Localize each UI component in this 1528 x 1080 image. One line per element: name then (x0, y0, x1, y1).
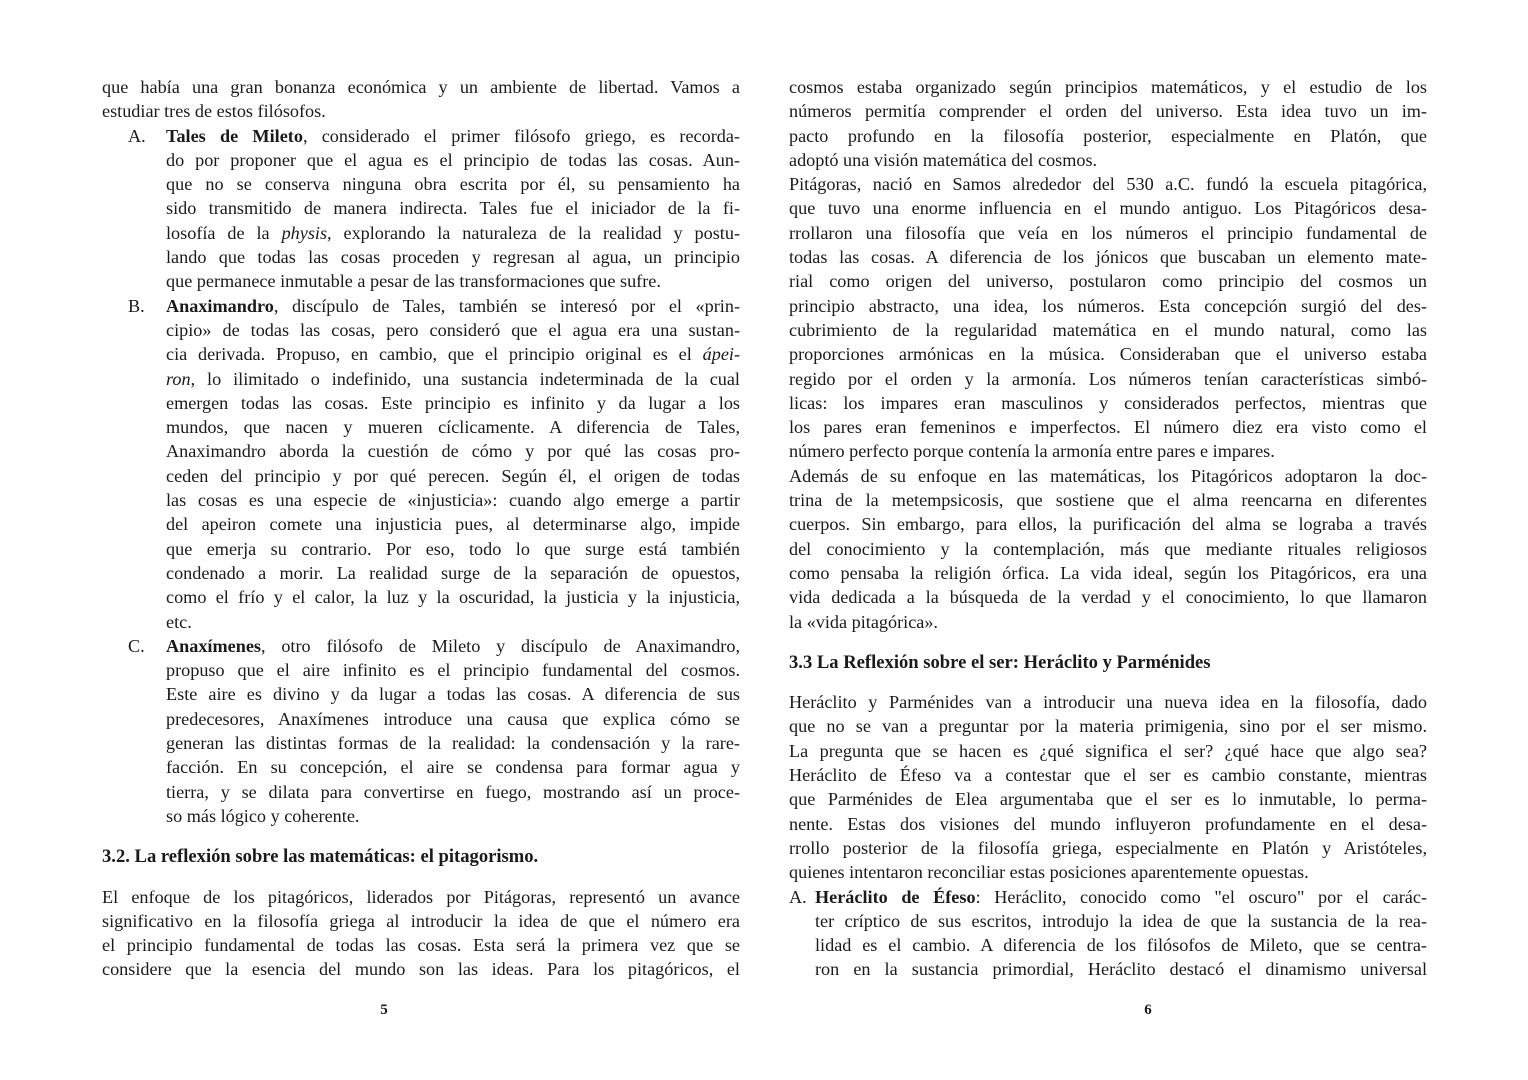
text-span: cubrimiento de la regularidad matemática en el mundo natural, como las (789, 319, 1427, 340)
text-span: ter críptico de sus escritos, introdujo la idea de que la sustancia de la rea- (815, 910, 1427, 931)
text-line (166, 245, 740, 269)
text-span: , lo ilimitado o indefinido, una sustancia indeterminada de la cual (190, 368, 740, 389)
text-span: sido transmitido de manera indirecta. Tales fue el iniciador de la fi- (166, 198, 740, 219)
text-line (789, 464, 1427, 488)
text-line (789, 488, 1427, 512)
text-span: La pregunta que se hacen es ¿qué significa el ser? ¿qué hace que algo sea? (789, 740, 1427, 761)
text-span: número perfecto porque contenía la armonía entre pares e impares. (789, 441, 1275, 462)
text-line (166, 585, 740, 609)
text-line (102, 75, 740, 99)
text-line (166, 196, 740, 220)
text-span: , explorando la naturaleza de la realidad y postu- (327, 222, 741, 243)
text-line (166, 537, 740, 561)
text-span: trina de la metempsicosis, que sostiene que el alma reencarna en diferentes (789, 490, 1427, 511)
list-marker: A. (789, 886, 807, 907)
paragraph (789, 690, 1427, 884)
text-line (166, 512, 740, 536)
list-marker: A. (128, 125, 146, 146)
text-span: quienes intentaron reconciliar estas posiciones aparentemente opuestas. (789, 862, 1309, 883)
text-span: cuerpos. Sin embargo, para ellos, la purificación del alma se lograba a través (789, 514, 1427, 535)
text-line (166, 415, 740, 439)
text-line (789, 245, 1427, 269)
text-line (789, 714, 1427, 738)
text-span: propuso que el aire infinito es el principio fundamental del cosmos. (166, 660, 740, 681)
text-line (789, 196, 1427, 220)
text-span: proporciones armónicas en la música. Consideraban que el universo estaba (789, 344, 1427, 365)
bold-term: Tales de Mileto (166, 125, 303, 146)
text-line (789, 585, 1427, 609)
text-line (789, 415, 1427, 439)
text-span: el principio fundamental de todas las cosas. Esta será la primera vez que se (102, 935, 740, 956)
text-line (789, 537, 1427, 561)
text-span: , considerado el primer filósofo griego, es recorda- (302, 125, 740, 146)
text-line (102, 957, 740, 981)
text-span: que había una gran bonanza económica y un ambiente de libertad. Vamos a (102, 77, 740, 97)
text-line (789, 75, 1427, 99)
text-span: Pitágoras, nació en Samos alrededor del 530 a.C. fundó la escuela pitagórica, (789, 174, 1427, 195)
section-heading: 3.2. La reflexión sobre las matemáticas: el pitagorismo. (102, 846, 539, 868)
text-line (166, 221, 740, 245)
page-6-column (789, 75, 1427, 982)
text-line (789, 221, 1427, 245)
text-line (789, 318, 1427, 342)
list-item (789, 885, 1427, 982)
text-span: generan las distintas formas de la realidad: la condensación y la rare- (166, 733, 740, 754)
text-line (166, 634, 740, 658)
text-line (166, 294, 740, 318)
text-line (166, 707, 740, 731)
text-span: El enfoque de los pitagóricos, liderados por Pitágoras, representó un avance (102, 886, 740, 907)
text-line (789, 836, 1427, 860)
text-line (789, 342, 1427, 366)
text-line (166, 610, 740, 634)
text-span: la «vida pitagórica». (789, 611, 938, 632)
text-span: Este aire es divino y da lugar a todas las cosas. A diferencia de sus (166, 684, 740, 705)
bold-term: Anaximandro (166, 295, 274, 316)
text-span: : Heráclito, conocido como "el oscuro" por el carác- (975, 886, 1427, 907)
text-span: considere que la esencia del mundo son las ideas. Para los pitagóricos, el (102, 959, 740, 980)
text-span: etc. (166, 611, 192, 632)
text-span: pacto profundo en la filosofía posterior, especialmente en Platón, que (789, 125, 1427, 146)
text-line (166, 148, 740, 172)
text-line (166, 342, 740, 366)
section-heading: 3.3 La Reflexión sobre el ser: Heráclito y Parménides (789, 651, 1211, 673)
bold-term: Heráclito de Éfeso (815, 886, 976, 907)
text-line (789, 690, 1427, 714)
text-span: emergen todas las cosas. Este principio es infinito y da lugar a los (166, 392, 740, 413)
list-item (102, 294, 740, 634)
text-line (166, 561, 740, 585)
text-line (166, 780, 740, 804)
text-span: las cosas es una especie de «injusticia»: cuando algo emerge a partir (166, 490, 740, 511)
text-line (789, 812, 1427, 836)
text-line (815, 933, 1427, 957)
text-span: que tuvo una enorme influencia en el mundo antiguo. Los Pitagóricos desa- (789, 198, 1427, 219)
text-line (166, 124, 740, 148)
text-line (166, 269, 740, 293)
text-line (102, 885, 740, 909)
paragraph (789, 75, 1427, 172)
text-line (789, 99, 1427, 123)
text-line (789, 269, 1427, 293)
text-line (789, 294, 1427, 318)
text-span: licas: los impares eran masculinos y considerados perfectos, mientras que (789, 392, 1427, 413)
italic-term: ápei- (702, 344, 740, 365)
text-line (166, 318, 740, 342)
text-span: que emerja su contrario. Por eso, todo lo que surge está también (166, 538, 740, 559)
text-span: facción. En su concepción, el aire se condensa para formar agua y (166, 757, 740, 778)
text-span: losofía de la (166, 222, 282, 243)
text-line (166, 488, 740, 512)
text-line (166, 367, 740, 391)
text-line (166, 391, 740, 415)
text-line (789, 367, 1427, 391)
text-span: predecesores, Anaxímenes introduce una causa que explica cómo se (166, 708, 740, 729)
text-line (166, 731, 740, 755)
page-number-5: 5 (380, 1002, 388, 1018)
text-line (789, 561, 1427, 585)
bold-term: Anaxímenes (166, 635, 261, 656)
list-marker: C. (128, 635, 145, 656)
text-span: como pensaba la religión órfica. La vida ideal, según los Pitagóricos, era una (789, 562, 1427, 583)
text-span: nente. Estas dos visiones del mundo influyeron profundamente en el desa- (789, 813, 1427, 834)
text-line (789, 860, 1427, 884)
text-span: significativo en la filosofía griega al introducir la idea de que el número era (102, 910, 740, 931)
page-5-column (102, 75, 740, 982)
text-span: mundos, que nacen y mueren cíclicamente. A diferencia de Tales, (166, 417, 740, 438)
text-line (102, 933, 740, 957)
text-span: so más lógico y coherente. (166, 805, 360, 826)
text-span: Heráclito de Éfeso va a contestar que el ser es cambio constante, mientras (789, 765, 1427, 786)
text-line (166, 658, 740, 682)
italic-term: physis (281, 222, 328, 243)
text-line (166, 755, 740, 779)
text-span: rrollo posterior de la filosofía griega, especialmente en Platón y Aristóteles, (789, 837, 1427, 858)
text-line (166, 682, 740, 706)
text-span: estudiar tres de estos filósofos. (102, 101, 326, 122)
italic-term: ron (166, 368, 191, 389)
text-span: números permitía comprender el orden del universo. Esta idea tuvo un im- (789, 101, 1427, 122)
text-span: que no se conserva ninguna obra escrita por él, su pensamiento ha (166, 174, 740, 195)
text-line (815, 957, 1427, 981)
list-item (102, 634, 740, 828)
text-line (102, 99, 740, 123)
text-span: que no se van a preguntar por la materia primigenia, sino por el ser mismo. (789, 716, 1427, 737)
text-line (166, 804, 740, 828)
text-span: adoptó una visión matemática del cosmos. (789, 149, 1098, 170)
text-span: ceden del principio y por qué perecen. Según él, el origen de todas (166, 465, 740, 486)
list-item (102, 124, 740, 294)
text-line (789, 391, 1427, 415)
text-line (789, 172, 1427, 196)
text-span: principio abstracto, una idea, los números. Esta concepción surgió del des- (789, 295, 1427, 316)
text-span: cipio» de todas las cosas, pero consideró que el agua era una sustan- (166, 319, 740, 340)
page-number-6: 6 (1144, 1002, 1152, 1018)
paragraph (789, 464, 1427, 634)
text-span: todas las cosas. A diferencia de los jónicos que buscaban un elemento mate- (789, 247, 1427, 268)
text-line (789, 124, 1427, 148)
text-span: como el frío y el calor, la luz y la oscuridad, la justicia y la injusticia, (166, 587, 740, 608)
text-span: que Parménides de Elea argumentaba que el ser es lo inmutable, lo perma- (789, 789, 1427, 810)
text-span: tierra, y se dilata para convertirse en fuego, mostrando así un proce- (166, 781, 740, 802)
text-span: ron en la sustancia primordial, Heráclito destacó el dinamismo universal (815, 959, 1427, 980)
text-span: que permanece inmutable a pesar de las transformaciones que sufre. (166, 271, 661, 292)
paragraph (102, 75, 740, 124)
text-span: rrollaron una filosofía que veía en los números el principio fundamental de (789, 222, 1427, 243)
list-marker: B. (128, 295, 145, 316)
text-span: rial como origen del universo, postularon como principio del cosmos un (789, 271, 1427, 292)
text-span: cosmos estaba organizado según principios matemáticos, y el estudio de los (789, 77, 1427, 97)
text-line (789, 148, 1427, 172)
text-line (815, 909, 1427, 933)
text-span: lando que todas las cosas proceden y regresan al agua, un principio (166, 247, 740, 268)
text-span: del apeiron comete una injusticia pues, al determinarse algo, impide (166, 514, 740, 535)
text-line (166, 172, 740, 196)
text-span: do por proponer que el agua es el principio de todas las cosas. Aun- (166, 149, 740, 170)
text-span: lidad es el cambio. A diferencia de los filósofos de Mileto, que se centra- (815, 935, 1427, 956)
text-line (102, 909, 740, 933)
text-line (815, 885, 1427, 909)
text-line (789, 763, 1427, 787)
paragraph (102, 885, 740, 982)
text-span: Además de su enfoque en las matemáticas, los Pitagóricos adoptaron la doc- (789, 465, 1427, 486)
text-span: cia derivada. Propuso, en cambio, que el principio original es el (166, 344, 703, 365)
text-span: Anaximandro aborda la cuestión de cómo y por qué las cosas pro- (166, 441, 740, 462)
text-span: condenado a morir. La realidad surge de la separación de opuestos, (166, 562, 740, 583)
text-span: , discípulo de Tales, también se interesó por el «prin- (273, 295, 740, 316)
text-line (166, 439, 740, 463)
text-span: del conocimiento y la contemplación, más que mediante rituales religiosos (789, 538, 1427, 559)
paragraph (789, 172, 1427, 464)
text-line (789, 439, 1427, 463)
text-span: vida dedicada a la búsqueda de la verdad y el conocimiento, lo que llamaron (789, 587, 1427, 608)
text-line (789, 787, 1427, 811)
text-line (166, 464, 740, 488)
text-span: regido por el orden y la armonía. Los números tenían características simbó- (789, 368, 1427, 389)
text-line (789, 739, 1427, 763)
text-span: , otro filósofo de Mileto y discípulo de Anaximandro, (260, 635, 740, 656)
text-span: Heráclito y Parménides van a introducir una nueva idea en la filosofía, dado (789, 692, 1427, 713)
text-span: los pares eran femeninos e imperfectos. El número diez era visto como el (789, 417, 1427, 438)
text-line (789, 610, 1427, 634)
text-line (789, 512, 1427, 536)
